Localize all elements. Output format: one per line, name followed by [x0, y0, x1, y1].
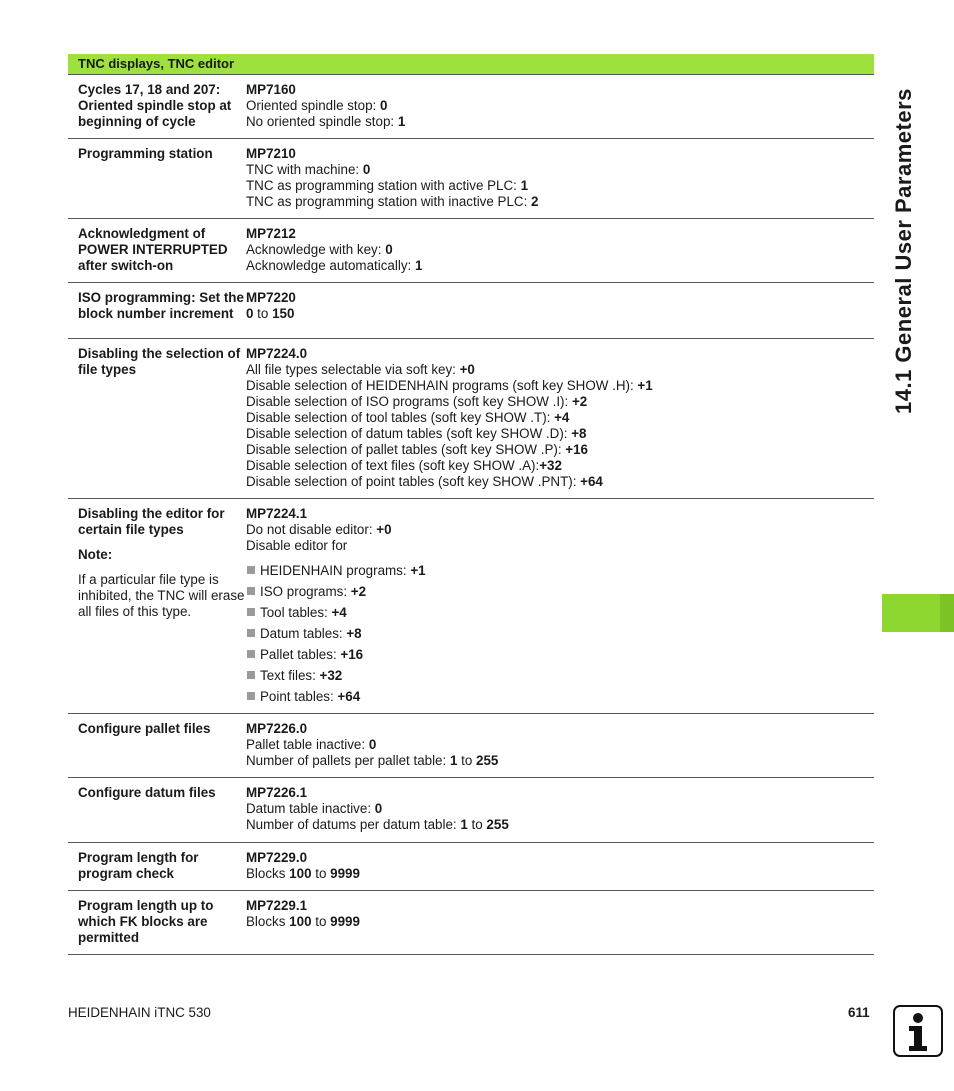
table-row [68, 139, 874, 219]
value-line: Datum table inactive: 0 [246, 801, 383, 816]
list-item: Datum tables: +8 [246, 626, 874, 642]
value-line: No oriented spindle stop: 1 [246, 114, 406, 129]
value-line: All file types selectable via soft key: +0 [246, 362, 475, 377]
table-row [68, 714, 874, 778]
value-line: 0 to 150 [246, 306, 295, 321]
row-values [246, 82, 874, 130]
square-bullet-icon [247, 629, 255, 637]
row-label: Configure pallet files [78, 721, 211, 736]
row-label: Configure datum files [78, 785, 216, 800]
machine-parameter: MP7224.0 [246, 346, 308, 361]
parameter-table [68, 54, 874, 955]
value-line: Blocks 100 to 9999 [246, 914, 360, 929]
value-line: Disable selection of ISO programs (soft key SHOW .I): +2 [246, 394, 588, 409]
machine-parameter: MP7160 [246, 82, 296, 97]
chapter-side-title [891, 88, 921, 454]
value-line: Disable selection of HEIDENHAIN programs (soft key SHOW .H): +1 [246, 378, 653, 393]
value-line: Oriented spindle stop: 0 [246, 98, 388, 113]
value-line: Number of pallets per pallet table: 1 to 255 [246, 753, 499, 768]
square-bullet-icon [247, 566, 255, 574]
row-label: ISO programming: Set the block number increment [78, 290, 244, 321]
chapter-tab [882, 594, 954, 632]
list-item: ISO programs: +2 [246, 584, 874, 600]
note-title: Note: [78, 547, 113, 562]
row-values [246, 785, 874, 833]
page-number: 611 [848, 1005, 870, 1020]
square-bullet-icon [247, 650, 255, 658]
list-item: Point tables: +64 [246, 689, 874, 705]
row-values [246, 721, 874, 769]
row-label: Disabling the editor for certain file types [78, 506, 225, 537]
info-icon [893, 1005, 943, 1057]
table-row [68, 778, 874, 843]
value-line: Number of datums per datum table: 1 to 255 [246, 817, 509, 832]
row-label: Program length up to which FK blocks are permitted [78, 898, 214, 945]
machine-parameter: MP7226.0 [246, 721, 308, 736]
square-bullet-icon [247, 671, 255, 679]
value-line: Acknowledge automatically: 1 [246, 258, 423, 273]
value-line: TNC with machine: 0 [246, 162, 371, 177]
list-item: HEIDENHAIN programs: +1 [246, 563, 874, 579]
table-row [68, 843, 874, 891]
value-line: Disable editor for [246, 538, 348, 553]
bullet-list [246, 563, 874, 705]
chapter-title-text: 14.1 General User Parameters [891, 88, 916, 414]
note-text: If a particular file type is inhibited, the TNC will erase all files of this type. [78, 572, 245, 619]
machine-parameter: MP7229.0 [246, 850, 308, 865]
square-bullet-icon [247, 587, 255, 595]
value-line: Disable selection of text files (soft key SHOW .A):+32 [246, 458, 562, 473]
row-label: Disabling the selection of file types [78, 346, 241, 377]
row-label: Acknowledgment of POWER INTERRUPTED after switch-on [78, 226, 228, 273]
value-line: Do not disable editor: +0 [246, 522, 392, 537]
value-line: Acknowledge with key: 0 [246, 242, 393, 257]
section-header: TNC displays, TNC editor [68, 54, 874, 75]
square-bullet-icon [247, 692, 255, 700]
machine-parameter: MP7224.1 [246, 506, 308, 521]
table-row [68, 75, 874, 139]
row-label: Programming station [78, 146, 213, 161]
value-line: Pallet table inactive: 0 [246, 737, 377, 752]
list-item: Pallet tables: +16 [246, 647, 874, 663]
list-item: Tool tables: +4 [246, 605, 874, 621]
table-row [68, 283, 874, 339]
row-label: Cycles 17, 18 and 207: Oriented spindle stop at beginning of cycle [78, 82, 232, 129]
row-values [246, 506, 874, 705]
value-line: Blocks 100 to 9999 [246, 866, 360, 881]
machine-parameter: MP7226.1 [246, 785, 308, 800]
table-row [68, 339, 874, 499]
row-values [246, 850, 874, 882]
row-values [246, 146, 874, 210]
row-values [246, 226, 874, 274]
machine-parameter: MP7210 [246, 146, 296, 161]
row-values [246, 346, 874, 490]
machine-parameter: MP7229.1 [246, 898, 308, 913]
square-bullet-icon [247, 608, 255, 616]
value-line: Disable selection of tool tables (soft key SHOW .T): +4 [246, 410, 570, 425]
list-item: Text files: +32 [246, 668, 874, 684]
footer-product: HEIDENHAIN iTNC 530 [68, 1005, 211, 1020]
row-values [246, 898, 874, 946]
row-label-block [68, 506, 246, 705]
machine-parameter: MP7212 [246, 226, 296, 241]
machine-parameter: MP7220 [246, 290, 296, 305]
value-line: TNC as programming station with inactive PLC: 2 [246, 194, 539, 209]
value-line: Disable selection of point tables (soft key SHOW .PNT): +64 [246, 474, 603, 489]
value-line: Disable selection of datum tables (soft key SHOW .D): +8 [246, 426, 587, 441]
value-line: Disable selection of pallet tables (soft key SHOW .P): +16 [246, 442, 588, 457]
row-values [246, 290, 874, 322]
table-row [68, 219, 874, 283]
table-row [68, 499, 874, 714]
value-line: TNC as programming station with active PLC: 1 [246, 178, 529, 193]
table-row [68, 891, 874, 955]
row-label: Program length for program check [78, 850, 199, 881]
